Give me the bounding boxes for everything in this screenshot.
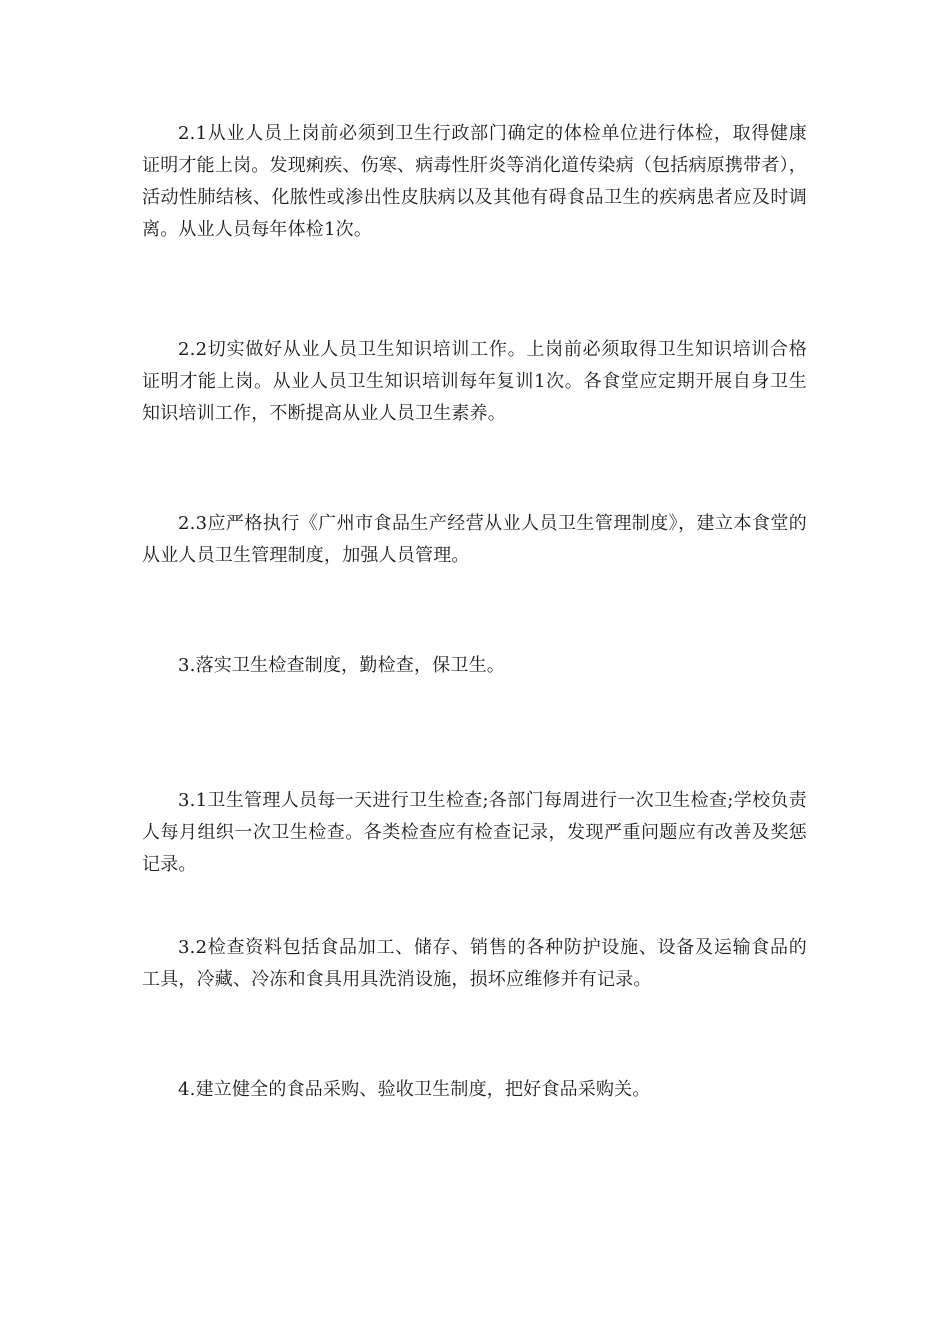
paragraph-4: 4.建立健全的食品采购、验收卫生制度，把好食品采购关。 xyxy=(178,1079,651,1100)
paragraph-2-3: 2.3应严格执行《广州市食品生产经营从业人员卫生管理制度》，建立本食堂的从业人员卫生管理制度，加强人员管理。 xyxy=(142,513,807,566)
paragraph-3-1: 3.1卫生管理人员每一天进行卫生检查;各部门每周进行一次卫生检查;学校负责人每月组织一次卫生检查。各类检查应有检查记录，发现严重问题应有改善及奖惩记录。 xyxy=(142,790,807,875)
paragraph-2-1: 2.1从业人员上岗前必须到卫生行政部门确定的体检单位进行体检，取得健康证明才能上岗。发现痢疾、伤寒、病毒性肝炎等消化道传染病（包括病原携带者），活动性肺结核、化脓性或渗出性皮肤病以及其他有碍食品卫生的疾病患者应及时调离。从业人员每年体检1次。 xyxy=(142,123,807,240)
paragraph-3: 3.落实卫生检查制度，勤检查，保卫生。 xyxy=(178,655,505,676)
paragraph-3-2: 3.2检查资料包括食品加工、储存、销售的各种防护设施、设备及运输食品的工具，冷藏、冷冻和食具用具洗消设施，损坏应维修并有记录。 xyxy=(142,937,807,990)
paragraph-2-2: 2.2切实做好从业人员卫生知识培训工作。上岗前必须取得卫生知识培训合格证明才能上岗。从业人员卫生知识培训每年复训1次。各食堂应定期开展自身卫生知识培训工作，不断提高从业人员卫生素养。 xyxy=(142,339,807,424)
